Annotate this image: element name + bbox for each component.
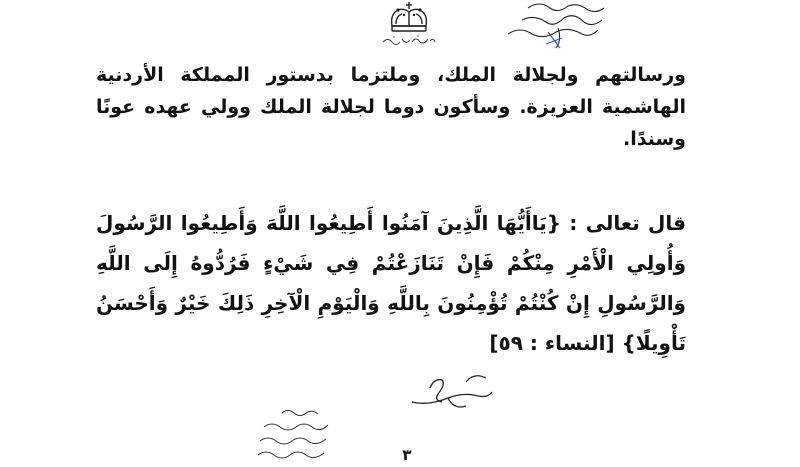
handwritten-note (252, 405, 336, 467)
signature-mark (408, 370, 496, 416)
body-paragraph-1: ورسالتهم ولجلالة الملك، وملتزما بدستور المملكة الأردنية الهاشمية العزيزة. وسأكون دوما لجلالة الملك وولي عهده عونًا وسندًا. (96, 64, 686, 150)
body-paragraph-2-verse: قال تعالى : {يَاأَيُّهَا الَّذِينَ آمَنُوا أَطِيعُوا اللَّهَ وَأَطِيعُوا الرَّسُولَ وَأُولِي الْأَمْرِ مِنْكُمْ فَإِنْ تَنَازَعْتُمْ فِي شَيْءٍ فَرُدُّوهُ إِلَى اللَّهِ وَالرَّسُولِ إِنْ كُنْتُمْ تُؤْمِنُونَ بِاللَّهِ وَالْيَوْمِ الْآخِرِ ذَلِكَ خَيْرٌ وَأَحْسَنُ تَأْوِيلًا} [النساء : ٥٩] (96, 211, 686, 355)
crown-caption (380, 33, 438, 47)
top-signatures (498, 0, 608, 58)
crown-icon (384, 0, 434, 34)
page-number: ٣ (402, 446, 412, 464)
